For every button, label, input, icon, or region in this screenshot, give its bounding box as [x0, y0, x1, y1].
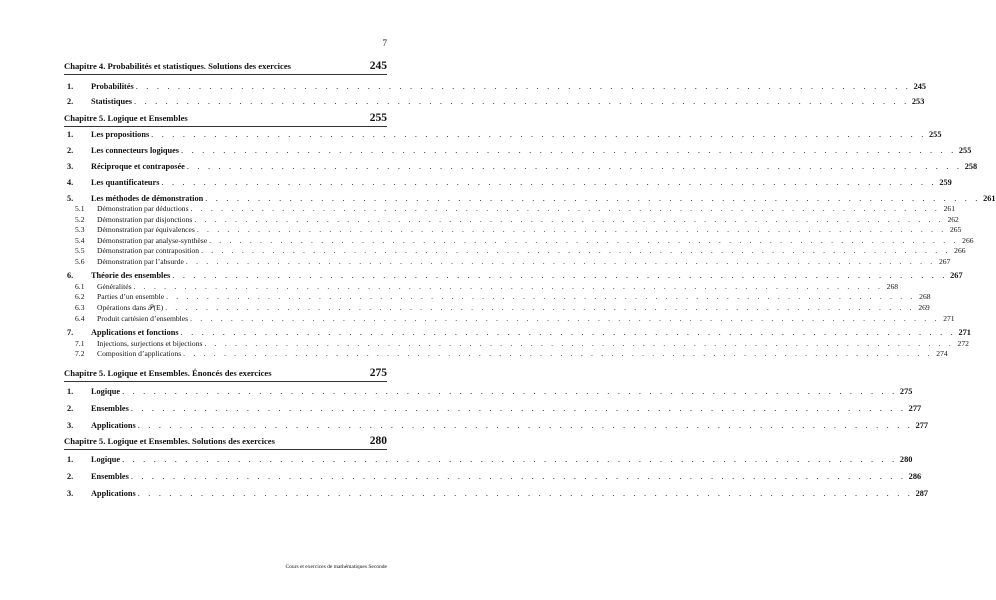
dot-leader: . . . . . . . . . . . . . . . . . . . . . . . . . . . . . . . . . . . . . . . . . . . . . . . . . . . . . . . . . . . . . . . . . . . . . . . . . .	[161, 178, 937, 187]
section-title: Les connecteurs logiques	[91, 146, 180, 155]
section-page: 259	[939, 178, 952, 187]
section-page: 271	[958, 328, 971, 337]
section-title: Logique	[91, 455, 121, 464]
section-page: 255	[929, 130, 942, 139]
section-page: 286	[908, 472, 922, 481]
dot-leader: . . . . . . . . . . . . . . . . . . . . . . . . . . . . . . . . . . . . . . . . . . . . . . . . . . . . . . . . . . . . . . . . . . . . . . . . . .	[204, 338, 954, 348]
section-number: 5.	[67, 194, 74, 203]
dot-leader: . . . . . . . . . . . . . . . . . . . . . . . . . . . . . . . . . . . . . . . . . . . . . . . . . . . . . . . . . . . . . . . . . . . . . . . . . .	[130, 404, 907, 413]
section-number: 7.	[67, 328, 74, 337]
toc-subsection	[64, 246, 966, 257]
chapter-page: 280	[369, 435, 387, 447]
section-number: 1.	[67, 130, 74, 139]
subsection-title: Produit cartésien d’ensembles	[97, 313, 189, 323]
section-number: 1.	[67, 455, 74, 464]
toc-section	[64, 472, 922, 483]
toc-subsection	[64, 338, 969, 350]
subsection-number: 7.2	[75, 349, 85, 358]
section-page: 255	[958, 146, 972, 155]
subsection-number: 6.3	[75, 303, 85, 312]
chapter-heading	[64, 367, 387, 382]
subsection-page: 271	[943, 313, 955, 323]
section-title: Statistiques	[91, 97, 133, 106]
subsection-number: 6.2	[75, 292, 85, 301]
toc-section	[64, 178, 952, 189]
subsection-title: Opérations dans 𝒫(E)	[97, 303, 164, 312]
chapter-heading	[64, 435, 387, 450]
dot-leader: . . . . . . . . . . . . . . . . . . . . . . . . . . . . . . . . . . . . . . . . . . . . . . . . . . . . . . . . . . . . . . . . . . . . . . . . . .	[190, 313, 940, 323]
subsection-title: Démonstration par disjonctions	[97, 214, 193, 224]
dot-leader: . . . . . . . . . . . . . . . . . . . . . . . . . . . . . . . . . . . . . . . . . . . . . . . . . . . . . . . . . . . . . . . . . . . . . . . . . .	[133, 281, 884, 291]
subsection-title: Parties d’un ensemble	[97, 292, 165, 301]
section-number: 1.	[67, 82, 74, 91]
subsection-title: Démonstration par contraposition	[97, 246, 200, 255]
section-page: 258	[964, 162, 978, 171]
toc-subsection	[64, 292, 931, 303]
subsection-number: 5.6	[75, 256, 85, 266]
toc-section	[64, 455, 913, 466]
chapter-page: 275	[369, 367, 387, 379]
toc-section	[64, 328, 971, 339]
subsection-page: 262	[947, 214, 959, 224]
subsection-page: 267	[938, 256, 951, 266]
section-number: 2.	[67, 404, 74, 413]
dot-leader: . . . . . . . . . . . . . . . . . . . . . . . . . . . . . . . . . . . . . . . . . . . . . . . . . . . . . . . . . . . . . . . . . . . . . . . . . .	[166, 292, 916, 301]
subsection-number: 5.2	[75, 214, 85, 224]
section-title: Applications et fonctions	[91, 328, 179, 337]
section-number: 2.	[67, 97, 74, 106]
section-title: Applications	[91, 489, 136, 498]
chapter-title: Chapitre 4. Probabilités et statistiques. Solutions des exercices	[64, 61, 292, 71]
toc-subsection	[64, 214, 959, 226]
dot-leader: . . . . . . . . . . . . . . . . . . . . . . . . . . . . . . . . . . . . . . . . . . . . . . . . . . . . . . . . . . . . . . . . . . . . . . . . . .	[183, 349, 933, 358]
toc-subsection	[64, 235, 974, 247]
subsection-number: 5.3	[75, 225, 85, 234]
footer-text: Cours et exercices de mathématiques Seconde	[285, 564, 387, 570]
subsection-title: Démonstration par équivalences	[97, 225, 195, 234]
section-title: Applications	[91, 421, 136, 430]
dot-leader: . . . . . . . . . . . . . . . . . . . . . . . . . . . . . . . . . . . . . . . . . . . . . . . . . . . . . . . . . . . . . . . . . . . . . . . . . .	[122, 387, 898, 396]
section-number: 6.	[67, 271, 74, 280]
section-page: 267	[950, 271, 963, 280]
toc-section	[64, 421, 929, 432]
section-page: 277	[908, 404, 922, 413]
subsection-page: 268	[886, 281, 899, 291]
section-title: Les méthodes de démonstration	[91, 194, 204, 203]
chapter-title: Chapitre 5. Logique et Ensembles. Solutions des exercices	[64, 436, 275, 446]
subsection-page: 261	[943, 204, 956, 213]
toc-subsection	[64, 349, 948, 360]
subsection-page: 265	[949, 225, 962, 234]
subsection-page: 272	[957, 338, 969, 348]
toc-section	[64, 271, 963, 282]
subsection-title: Généralités	[97, 281, 132, 291]
section-number: 3.	[67, 489, 74, 498]
subsection-number: 6.4	[75, 313, 85, 323]
section-title: Ensembles	[91, 472, 129, 481]
chapter-title: Chapitre 5. Logique et Ensembles	[64, 113, 188, 123]
section-title: Les quantificateurs	[91, 178, 160, 187]
subsection-title: Démonstration par déductions	[97, 204, 189, 213]
toc-section	[64, 387, 913, 398]
toc-subsection	[64, 256, 951, 268]
section-page: 261	[983, 194, 996, 203]
subsection-title: Démonstration par analyse-synthèse	[97, 235, 208, 245]
subsection-number: 5.1	[75, 204, 85, 213]
section-page: 245	[913, 82, 927, 91]
chapter-heading	[64, 60, 387, 75]
subsection-number: 5.4	[75, 235, 85, 245]
toc-subsection	[64, 303, 930, 314]
dot-leader: . . . . . . . . . . . . . . . . . . . . . . . . . . . . . . . . . . . . . . . . . . . . . . . . . . . . . . . . . . . . . . . . . . . . . . . . . .	[180, 328, 956, 337]
section-title: Les propositions	[91, 130, 150, 139]
dot-leader: . . . . . . . . . . . . . . . . . . . . . . . . . . . . . . . . . . . . . . . . . . . . . . . . . . . . . . . . . . . . . . . . . . . . . . . . . .	[205, 194, 981, 203]
toc-subsection	[64, 225, 962, 236]
toc-section	[64, 97, 925, 108]
subsection-number: 5.5	[75, 246, 85, 255]
section-number: 3.	[67, 162, 74, 171]
section-title: Réciproque et contraposée	[91, 162, 185, 171]
section-number: 2.	[67, 146, 74, 155]
dot-leader: . . . . . . . . . . . . . . . . . . . . . . . . . . . . . . . . . . . . . . . . . . . . . . . . . . . . . . . . . . . . . . . . . . . . . . . . . .	[137, 421, 914, 430]
dot-leader: . . . . . . . . . . . . . . . . . . . . . . . . . . . . . . . . . . . . . . . . . . . . . . . . . . . . . . . . . . . . . . . . . . . . . . . . . .	[135, 82, 912, 91]
toc-section	[64, 404, 922, 415]
toc-section	[64, 162, 978, 173]
section-number: 4.	[67, 178, 74, 187]
subsection-page: 274	[936, 349, 948, 358]
dot-leader: . . . . . . . . . . . . . . . . . . . . . . . . . . . . . . . . . . . . . . . . . . . . . . . . . . . . . . . . . . . . . . . . . . . . . . . . . .	[194, 214, 944, 224]
dot-leader: . . . . . . . . . . . . . . . . . . . . . . . . . . . . . . . . . . . . . . . . . . . . . . . . . . . . . . . . . . . . . . . . . . . . . . . . . .	[130, 472, 907, 481]
toc-subsection	[64, 313, 955, 325]
dot-leader: . . . . . . . . . . . . . . . . . . . . . . . . . . . . . . . . . . . . . . . . . . . . . . . . . . . . . . . . . . . . . . . . . . . . . . . . . .	[181, 146, 957, 155]
chapter-page: 245	[369, 60, 387, 72]
section-number: 2.	[67, 472, 74, 481]
dot-leader: . . . . . . . . . . . . . . . . . . . . . . . . . . . . . . . . . . . . . . . . . . . . . . . . . . . . . . . . . . . . . . . . . . . . . . . . . .	[172, 271, 948, 280]
dot-leader: . . . . . . . . . . . . . . . . . . . . . . . . . . . . . . . . . . . . . . . . . . . . . . . . . . . . . . . . . . . . . . . . . . . . . . . . . .	[201, 246, 951, 255]
subsection-title: Composition d’applications	[97, 349, 182, 358]
section-title: Logique	[91, 387, 121, 396]
subsection-title: Démonstration par l’absurde	[97, 256, 184, 266]
section-number: 3.	[67, 421, 74, 430]
chapter-title: Chapitre 5. Logique et Ensembles. Énoncés des exercices	[64, 368, 272, 378]
dot-leader: . . . . . . . . . . . . . . . . . . . . . . . . . . . . . . . . . . . . . . . . . . . . . . . . . . . . . . . . . . . . . . . . . . . . . . . . . .	[209, 235, 959, 245]
toc-section	[64, 489, 929, 500]
toc-section	[64, 130, 942, 141]
subsection-number: 6.1	[75, 281, 85, 291]
section-page: 275	[899, 387, 913, 396]
toc-section	[64, 146, 972, 157]
toc-subsection	[64, 204, 956, 215]
subsection-page: 268	[919, 292, 931, 301]
dot-leader: . . . . . . . . . . . . . . . . . . . . . . . . . . . . . . . . . . . . . . . . . . . . . . . . . . . . . . . . . . . . . . . . . . . . . . . . . .	[186, 162, 963, 171]
toc-subsection	[64, 281, 899, 293]
section-page: 253	[911, 97, 925, 106]
dot-leader: . . . . . . . . . . . . . . . . . . . . . . . . . . . . . . . . . . . . . . . . . . . . . . . . . . . . . . . . . . . . . . . . . . . . . . . . . .	[122, 455, 898, 464]
dot-leader: . . . . . . . . . . . . . . . . . . . . . . . . . . . . . . . . . . . . . . . . . . . . . . . . . . . . . . . . . . . . . . . . . . . . . . . . . .	[190, 204, 941, 213]
dot-leader: . . . . . . . . . . . . . . . . . . . . . . . . . . . . . . . . . . . . . . . . . . . . . . . . . . . . . . . . . . . . . . . . . . . . . . . . . .	[196, 225, 947, 234]
dot-leader: . . . . . . . . . . . . . . . . . . . . . . . . . . . . . . . . . . . . . . . . . . . . . . . . . . . . . . . . . . . . . . . . . . . . . . . . . .	[151, 130, 927, 139]
subsection-page: 266	[954, 246, 966, 255]
subsection-page: 269	[918, 303, 930, 312]
chapter-page: 255	[369, 112, 387, 124]
section-page: 287	[915, 489, 929, 498]
toc-section	[64, 82, 927, 93]
section-title: Probabilités	[91, 82, 134, 91]
subsection-title: Injections, surjections et bijections	[97, 338, 203, 348]
section-page: 280	[899, 455, 913, 464]
section-title: Ensembles	[91, 404, 129, 413]
chapter-heading	[64, 112, 387, 127]
section-number: 1.	[67, 387, 74, 396]
subsection-number: 7.1	[75, 338, 85, 348]
dot-leader: . . . . . . . . . . . . . . . . . . . . . . . . . . . . . . . . . . . . . . . . . . . . . . . . . . . . . . . . . . . . . . . . . . . . . . . . . .	[185, 256, 936, 266]
dot-leader: . . . . . . . . . . . . . . . . . . . . . . . . . . . . . . . . . . . . . . . . . . . . . . . . . . . . . . . . . . . . . . . . . . . . . . . . . .	[134, 97, 910, 106]
subsection-page: 266	[962, 235, 974, 245]
dot-leader: . . . . . . . . . . . . . . . . . . . . . . . . . . . . . . . . . . . . . . . . . . . . . . . . . . . . . . . . . . . . . . . . . . . . . . . . . .	[137, 489, 914, 498]
section-page: 277	[915, 421, 929, 430]
section-title: Théorie des ensembles	[91, 271, 171, 280]
dot-leader: . . . . . . . . . . . . . . . . . . . . . . . . . . . . . . . . . . . . . . . . . . . . . . . . . . . . . . . . . . . . . . . . . . . . . . . . . .	[165, 303, 915, 312]
page-number: 7	[382, 38, 387, 48]
